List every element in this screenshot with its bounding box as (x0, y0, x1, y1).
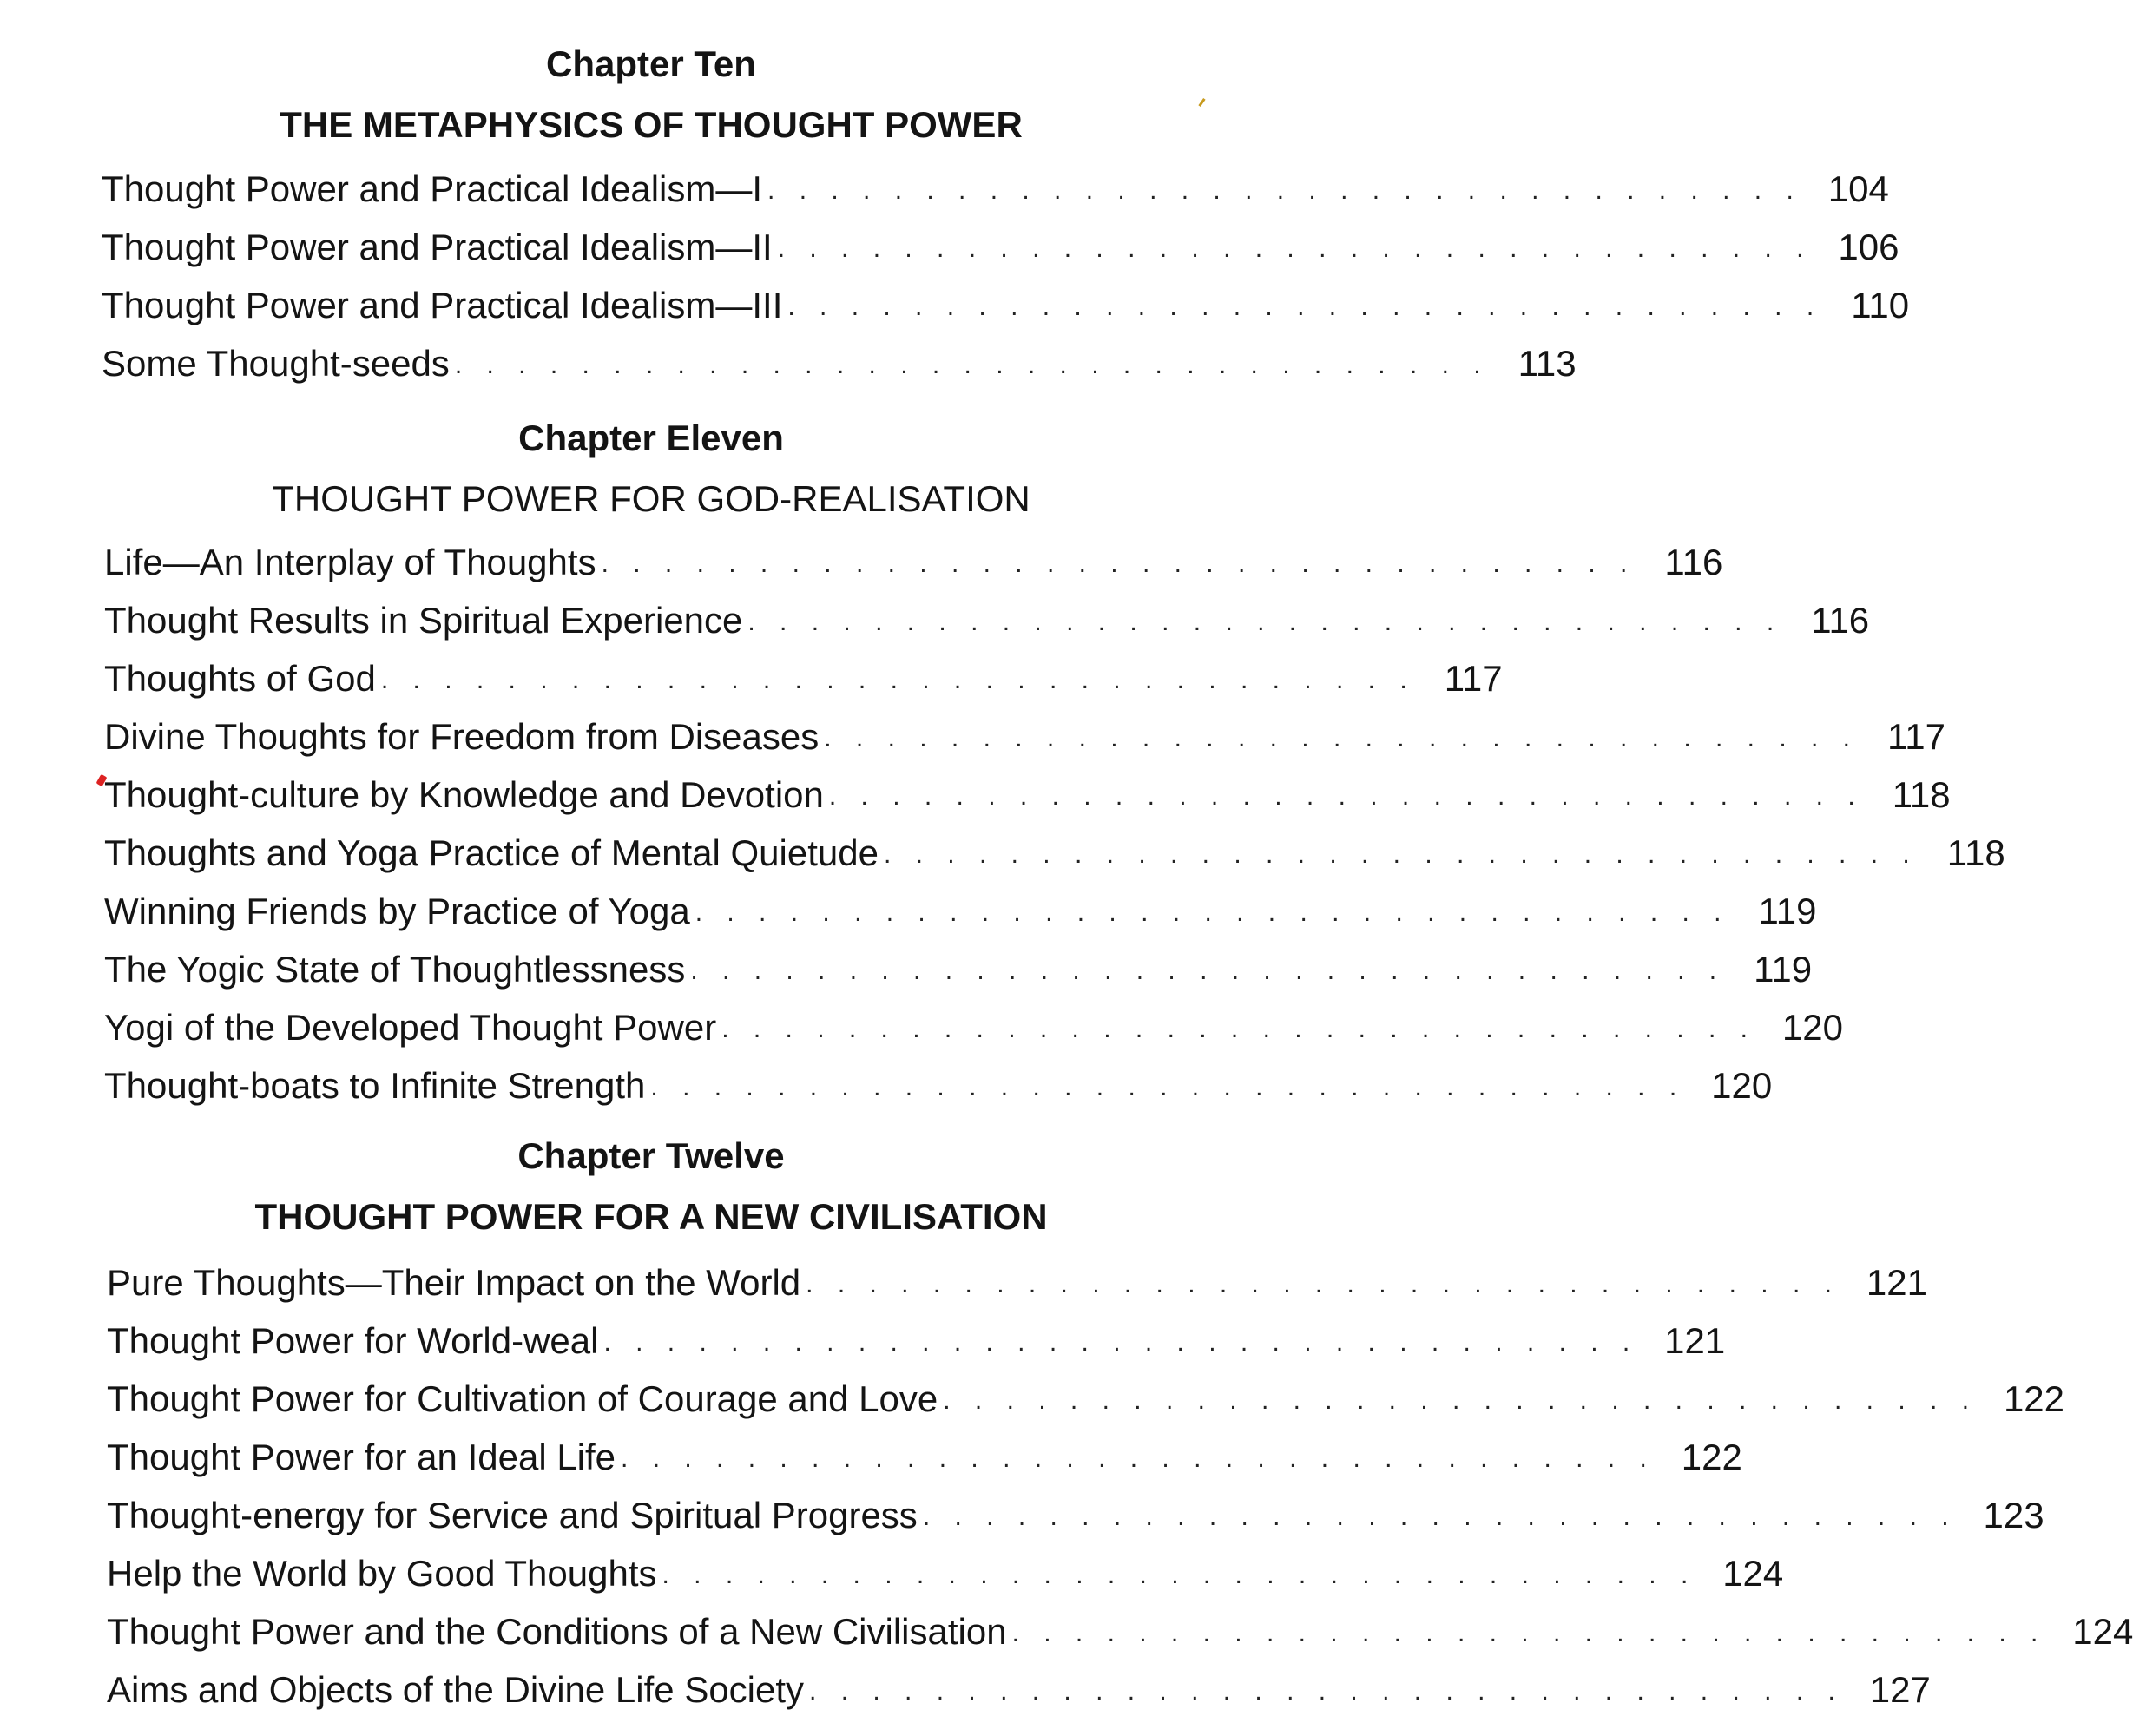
dot-leader: . . . . . . . . . . . . . . . . . . . . . . . . . . . . . . . . . (650, 1073, 1686, 1101)
toc-entry[interactable] (104, 822, 2005, 874)
dot-leader: . . . . . . . . . . . . . . . . . . . . . . . . . . . . . . . . . (601, 549, 1636, 578)
chapter-title: THOUGHT POWER FOR A NEW CIVILISATION (254, 1196, 1048, 1237)
chapter-title: THOUGHT POWER FOR GOD-REALISATION (272, 478, 1030, 519)
toc-entry[interactable] (102, 216, 1899, 268)
toc-entry[interactable] (102, 274, 1910, 326)
toc-entry[interactable] (102, 158, 1889, 210)
toc-entry[interactable] (107, 1252, 1927, 1304)
dot-leader: . . . . . . . . . . . . . . . . . . . . . . . . . . . . . . . . . (883, 840, 1919, 869)
chapter-title: THE METAPHYSICS OF THOUGHT POWER (280, 104, 1023, 145)
entry-title: Thought Power for World-weal (107, 1320, 599, 1361)
entry-page-number: 124 (1722, 1553, 1784, 1594)
entry-title: Thought Power and Practical Idealism—II (102, 227, 773, 267)
entry-page-number: 119 (1758, 891, 1817, 931)
toc-entry[interactable] (107, 1542, 1784, 1595)
chapter-label: Chapter Eleven (518, 418, 784, 458)
toc-entry[interactable] (107, 1659, 1931, 1711)
dot-leader: . . . . . . . . . . . . . . . . . . . . . . . . . . . . . . . . . (824, 724, 1860, 753)
entry-title: Divine Thoughts for Freedom from Diseases (104, 716, 820, 757)
entry-title: Thought Power for an Ideal Life (107, 1437, 616, 1477)
entry-title: Aims and Objects of the Divine Life Society (107, 1669, 805, 1710)
toc-entry[interactable] (104, 1055, 1773, 1107)
dot-leader: . . . . . . . . . . . . . . . . . . . . . . . . . . . . . . . . . (922, 1503, 1958, 1531)
entry-title: Thought Power and Practical Idealism—III (102, 285, 783, 326)
entry-page-number: 117 (1887, 716, 1946, 757)
toc-entry[interactable] (104, 648, 1503, 700)
dot-leader: . . . . . . . . . . . . . . . . . . . . . . . . . . . . . . . . . (380, 666, 1416, 694)
entry-page-number: 104 (1827, 168, 1889, 209)
entry-title: Yogi of the Developed Thought Power (104, 1007, 717, 1048)
entry-page-number: 123 (1983, 1495, 2044, 1535)
entry-page-number: 116 (1664, 542, 1723, 582)
toc-entry[interactable] (104, 589, 1870, 641)
entry-page-number: 116 (1811, 600, 1870, 641)
entry-page-number: 121 (1664, 1320, 1726, 1361)
dot-leader: . . . . . . . . . . . . . . . . . . . . . . . . . . . . . . . . . (695, 898, 1730, 927)
dot-leader: . . . . . . . . . . . . . . . . . . . . . . . . . . . . . . . . . (777, 234, 1813, 263)
chapter-label: Chapter Ten (546, 43, 756, 84)
entry-title: Thought Results in Spiritual Experience (104, 600, 743, 641)
dot-leader: . . . . . . . . . . . . . . . . . . . . . . . . . . . . . . . . . (603, 1328, 1639, 1357)
entry-page-number: 110 (1851, 285, 1910, 326)
entry-title: Pure Thoughts—Their Impact on the World (107, 1262, 801, 1303)
entry-page-number: 117 (1444, 658, 1503, 699)
entry-title: Thought Power and Practical Idealism—I (102, 168, 763, 209)
entry-page-number: 122 (1681, 1437, 1742, 1477)
dot-leader: . . . . . . . . . . . . . . . . . . . . . . . . . . . . . . . . . (662, 1561, 1697, 1589)
entry-page-number: 122 (2003, 1378, 2065, 1419)
toc-entry[interactable] (104, 706, 1946, 758)
dot-leader: . . . . . . . . . . . . . . . . . . . . . . . . . . . . . . . . . (1011, 1619, 2047, 1647)
dot-leader: . . . . . . . . . . . . . . . . . . . . . . . . . . . . . . . . . (806, 1270, 1840, 1299)
entry-title: Thought Power and the Conditions of a New Civilisation (107, 1611, 1007, 1652)
toc-entry[interactable] (104, 996, 1843, 1049)
entry-page-number: 127 (1869, 1669, 1931, 1710)
toc-entry[interactable] (107, 1484, 2044, 1536)
entry-title: Thoughts and Yoga Practice of Mental Quietude (104, 832, 879, 873)
entry-page-number: 120 (1711, 1065, 1773, 1106)
entry-title: Thought-culture by Knowledge and Devotion (104, 774, 824, 815)
toc-entry[interactable] (107, 1310, 1726, 1362)
dot-leader: . . . . . . . . . . . . . . . . . . . . . . . . . . . . . . . . . (721, 1015, 1756, 1043)
dot-leader: . . . . . . . . . . . . . . . . . . . . . . . . . . . . . . . . . (690, 957, 1726, 985)
chapter-label: Chapter Twelve (517, 1135, 785, 1176)
toc-entry[interactable] (104, 880, 1817, 932)
toc-entry[interactable] (102, 332, 1577, 385)
toc-entry[interactable] (104, 764, 1951, 816)
entry-page-number: 119 (1754, 949, 1813, 990)
entry-title: Thought-energy for Service and Spiritual Progress (107, 1495, 918, 1535)
entry-page-number: 113 (1517, 343, 1577, 384)
entry-title: Life—An Interplay of Thoughts (104, 542, 596, 582)
dot-leader: . . . . . . . . . . . . . . . . . . . . . . . . . . . . . . . . . (621, 1444, 1656, 1473)
entry-page-number: 106 (1838, 227, 1899, 267)
toc-entry[interactable] (107, 1368, 2065, 1420)
dot-leader: . . . . . . . . . . . . . . . . . . . . . . . . . . . . . . . . . (747, 608, 1783, 636)
entry-page-number: 120 (1781, 1007, 1843, 1048)
toc-entry[interactable] (104, 531, 1723, 583)
dot-leader: . . . . . . . . . . . . . . . . . . . . . . . . . . . . . . . . . (767, 176, 1802, 205)
entry-page-number: 118 (1892, 774, 1951, 815)
dot-leader: . . . . . . . . . . . . . . . . . . . . . . . . . . . . . . . . . (943, 1386, 1978, 1415)
toc-entry[interactable] (104, 938, 1813, 990)
entry-page-number: 121 (1866, 1262, 1927, 1303)
dot-leader: . . . . . . . . . . . . . . . . . . . . . . . . . . . . . . . . . (828, 782, 1864, 811)
entry-page-number: 124 (2072, 1611, 2133, 1652)
dot-leader: . . . . . . . . . . . . . . . . . . . . . . . . . . . . . . . . . (809, 1677, 1844, 1706)
entry-title: The Yogic State of Thoughtlessness (104, 949, 686, 990)
entry-title: Thought Power for Cultivation of Courage and Love (107, 1378, 938, 1419)
entry-title: Thought-boats to Infinite Strength (104, 1065, 646, 1106)
dot-leader: . . . . . . . . . . . . . . . . . . . . . . . . . . . . . . . . . (787, 293, 1823, 321)
entry-title: Thoughts of God (104, 658, 376, 699)
entry-title: Help the World by Good Thoughts (107, 1553, 657, 1594)
toc-entry[interactable] (107, 1426, 1742, 1478)
entry-title: Some Thought-seeds (102, 343, 450, 384)
dot-leader: . . . . . . . . . . . . . . . . . . . . . . . . . . . . . . . . . (454, 351, 1490, 379)
entry-page-number: 118 (1946, 832, 2005, 873)
entry-title: Winning Friends by Practice of Yoga (104, 891, 690, 931)
toc-entry[interactable] (107, 1601, 2133, 1653)
